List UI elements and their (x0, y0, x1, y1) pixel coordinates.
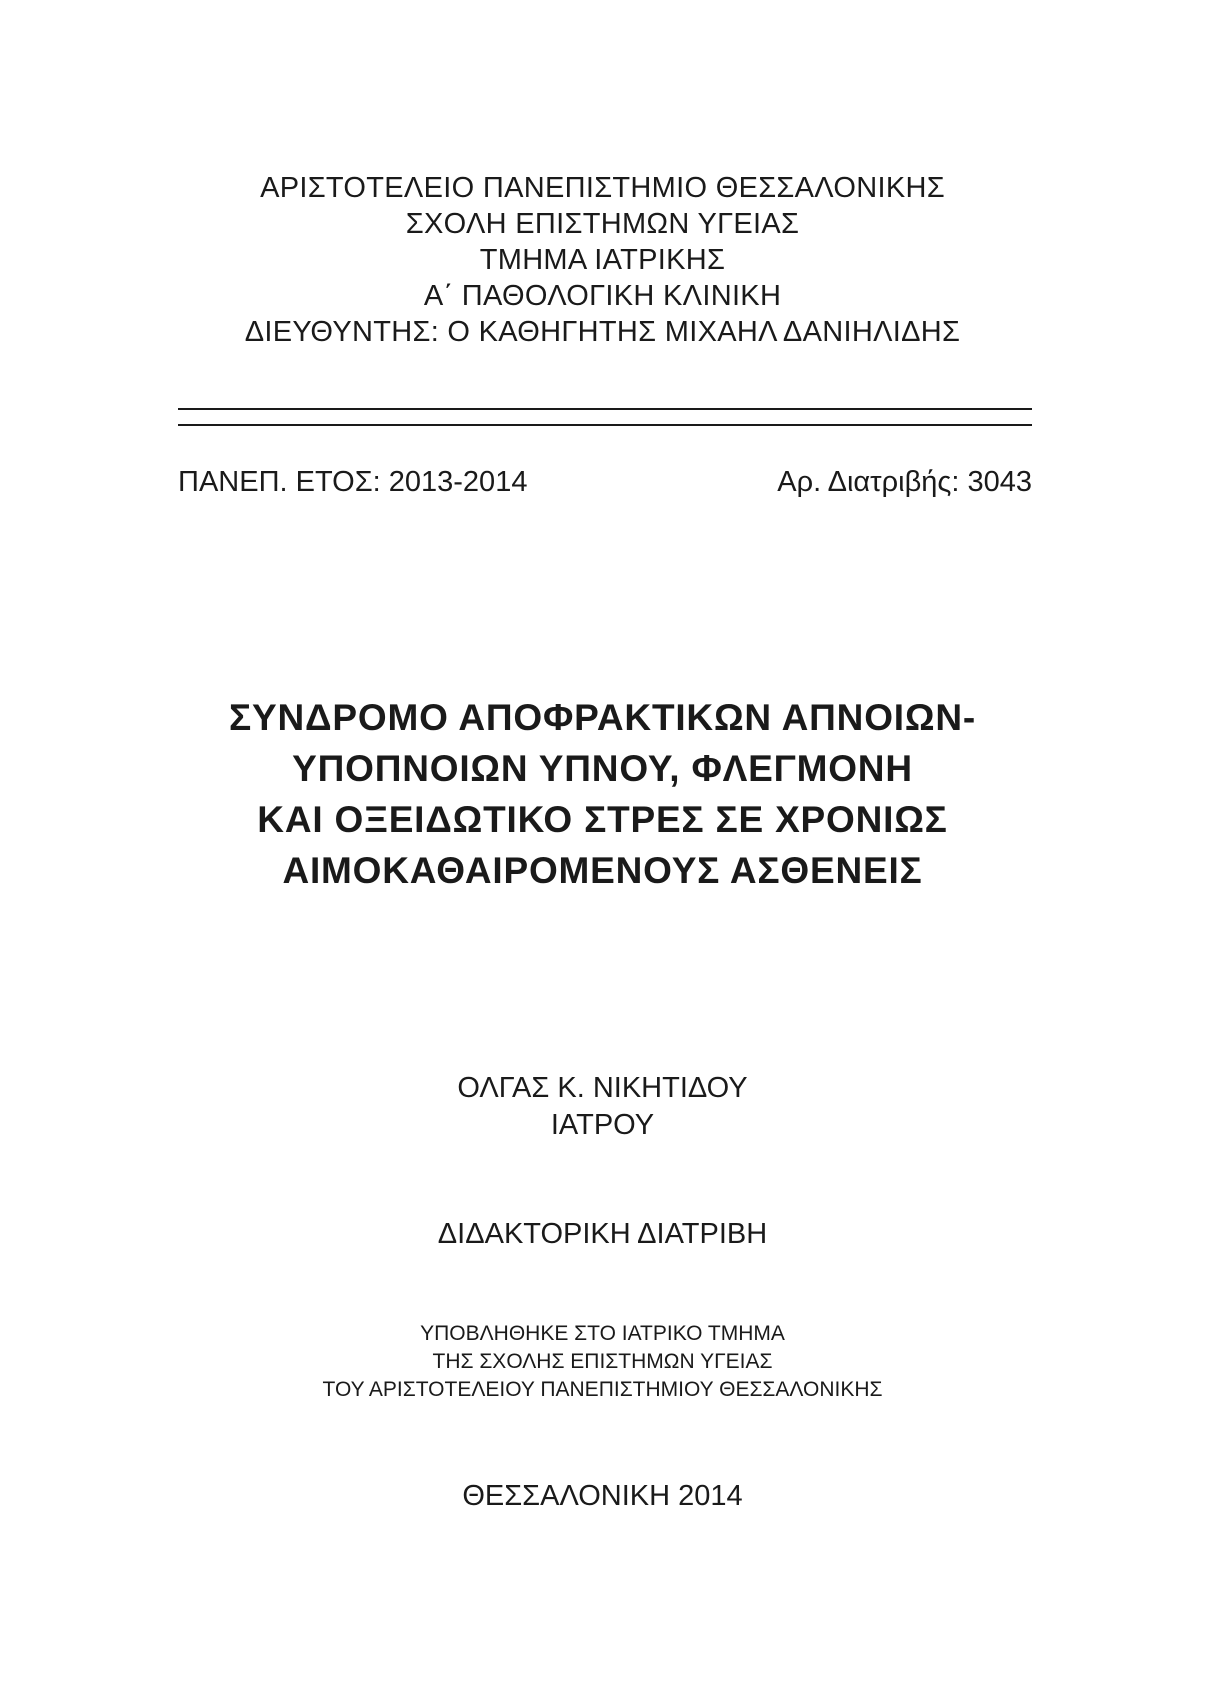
submission-line: ΥΠΟΒΛΗΘΗΚΕ ΣΤΟ ΙΑΤΡΙΚΟ ΤΜΗΜΑ (420, 1322, 785, 1345)
title-line: ΣΥΝΔΡΟΜΟ ΑΠΟΦΡΑΚΤΙΚΩΝ ΑΠΝΟΙΩΝ- (229, 697, 976, 738)
clinic-name: Α΄ ΠΑΘΟΛΟΓΙΚΗ ΚΛΙΝΙΚΗ (423, 280, 782, 312)
director-line: ΔΙΕΥΘΥΝΤΗΣ: Ο ΚΑΘΗΓΗΤΗΣ ΜΙΧΑΗΛ ΔΑΝΙΗΛΙΔΗΣ (244, 316, 961, 348)
academic-year: ΠΑΝΕΠ. ΕΤΟΣ: 2013-2014 (178, 466, 528, 498)
submission-line: ΤΟΥ ΑΡΙΣΤΟΤΕΛΕΙΟΥ ΠΑΝΕΠΙΣΤΗΜΙΟΥ ΘΕΣΣΑΛΟΝΙΚΗΣ (322, 1378, 883, 1401)
submission-line: ΤΗΣ ΣΧΟΛΗΣ ΕΠΙΣΤΗΜΩΝ ΥΓΕΙΑΣ (432, 1350, 773, 1373)
place-year-label: ΘΕΣΣΑΛΟΝΙΚΗ 2014 (462, 1480, 743, 1512)
header-divider-top (178, 408, 1032, 410)
title-line: ΥΠΟΠΝΟΙΩΝ ΥΠΝΟΥ, ΦΛΕΓΜΟΝΗ (292, 748, 913, 789)
department-name: ΤΜΗΜΑ ΙΑΤΡΙΚΗΣ (479, 244, 726, 276)
place-year (0, 1478, 1205, 1514)
author-block (0, 1070, 1205, 1144)
institution-header (0, 170, 1205, 350)
thesis-type (0, 1216, 1205, 1252)
school-name: ΣΧΟΛΗ ΕΠΙΣΤΗΜΩΝ ΥΓΕΙΑΣ (405, 208, 800, 240)
author-name: ΟΛΓΑΣ Κ. ΝΙΚΗΤΙΔΟΥ (457, 1072, 748, 1104)
thesis-title (0, 692, 1205, 896)
submission-note (0, 1320, 1205, 1404)
header-divider-bottom (178, 424, 1032, 426)
title-line: ΚΑΙ ΟΞΕΙΔΩΤΙΚΟ ΣΤΡΕΣ ΣΕ ΧΡΟΝΙΩΣ (257, 799, 948, 840)
author-profession: ΙΑΤΡΟΥ (550, 1109, 655, 1141)
university-name: ΑΡΙΣΤΟΤΕΛΕΙΟ ΠΑΝΕΠΙΣΤΗΜΙΟ ΘΕΣΣΑΛΟΝΙΚΗΣ (260, 172, 945, 204)
thesis-type-label: ΔΙΔΑΚΤΟΡΙΚΗ ΔΙΑΤΡΙΒΗ (437, 1218, 768, 1250)
title-line: ΑΙΜΟΚΑΘΑΙΡΟΜΕΝΟΥΣ ΑΣΘΕΝΕΙΣ (282, 850, 923, 891)
thesis-number: Αρ. Διατριβής: 3043 (777, 466, 1032, 498)
